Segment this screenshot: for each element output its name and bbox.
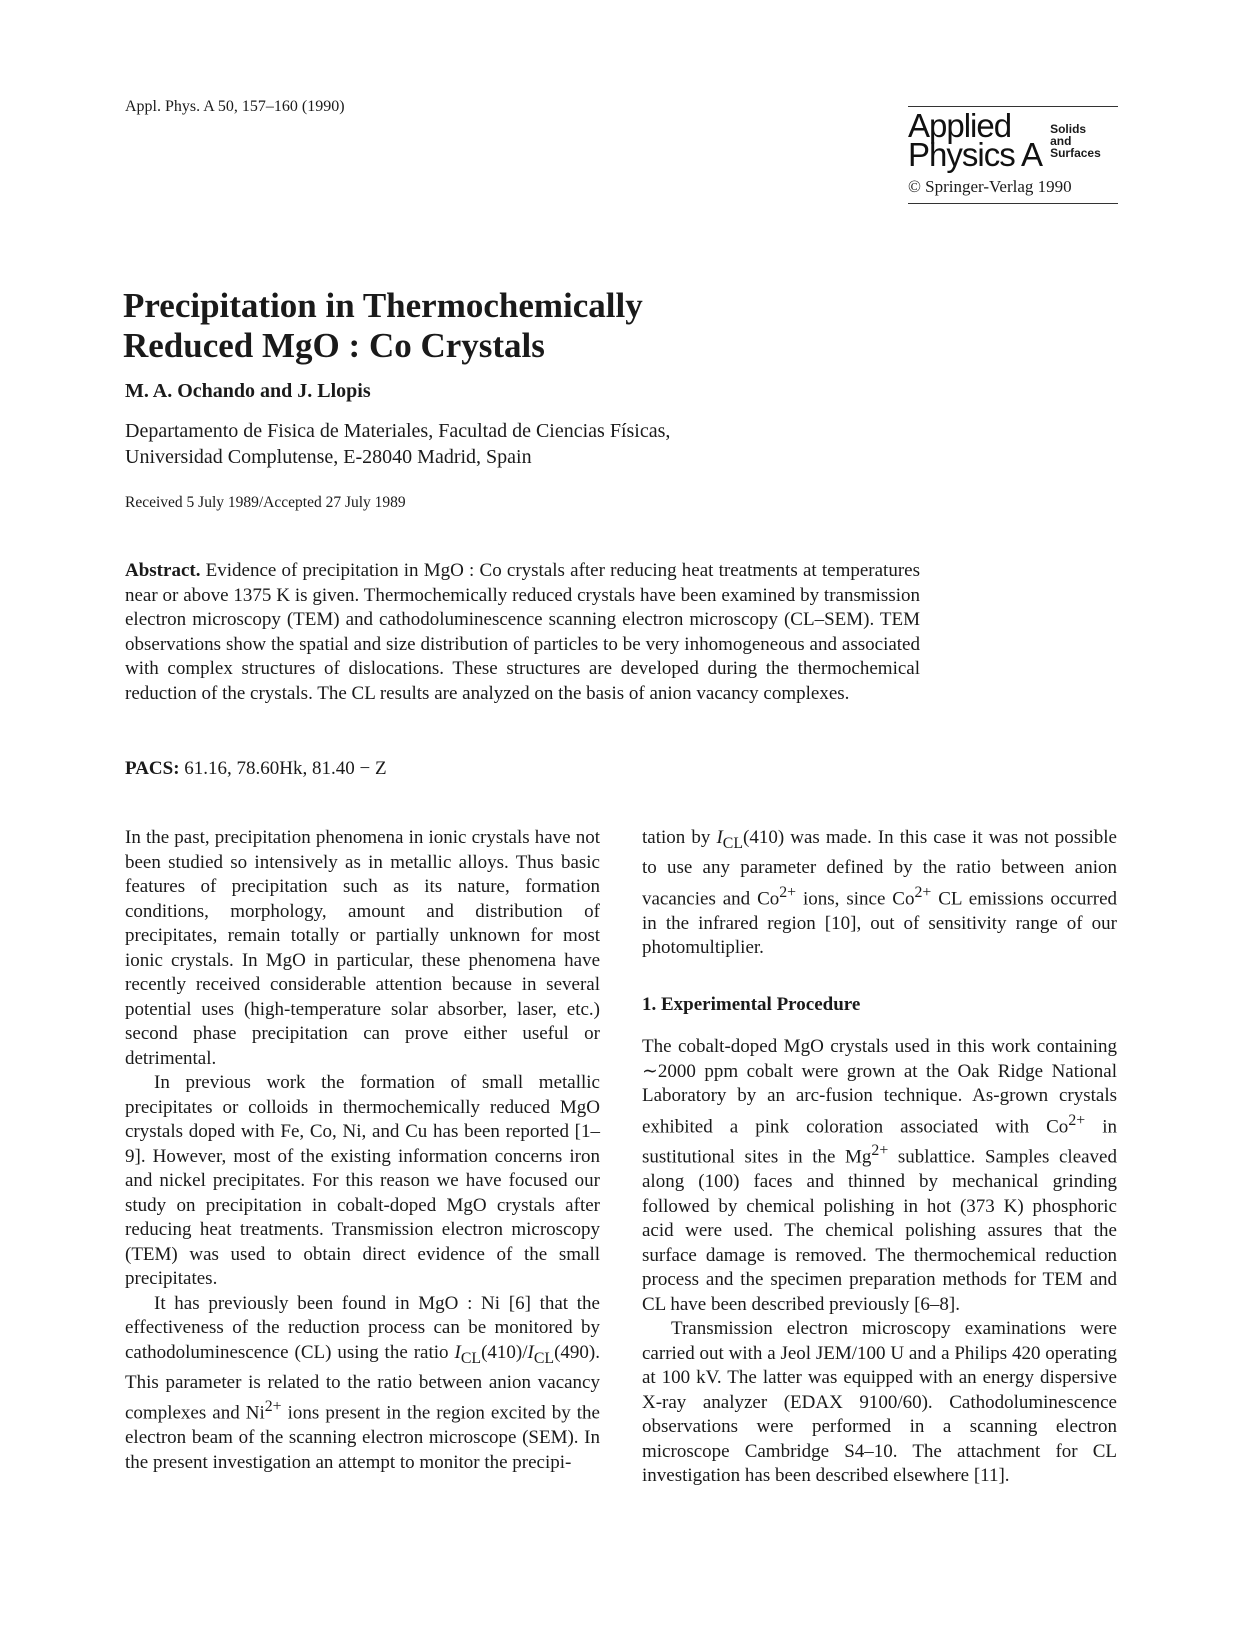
logo-surfaces: Surfaces — [1050, 146, 1101, 160]
pacs-codes: 61.16, 78.60Hk, 81.40 − Z — [184, 758, 387, 779]
superscript: 2+ — [264, 1398, 282, 1416]
text-run: CL emissions occurred in the infrared region [10], out of sensitivity range of our photomultiplier. — [642, 888, 1118, 959]
text-run: The cobalt-doped MgO crystals used in this work containing ∼2000 ppm cobalt were grown at the Oak Ridge National Laboratory by an arc-fusion technique. As-grown crystals exhibited a pink coloration associated with Co — [642, 1036, 1117, 1137]
paragraph — [642, 826, 1117, 961]
text-run: in sustitutional sites in the Mg — [642, 1115, 1117, 1168]
pacs — [125, 758, 387, 780]
logo-physics-a: Physics A — [908, 136, 1043, 173]
abstract — [125, 559, 920, 706]
pacs-label: PACS: — [125, 758, 180, 779]
affiliation-line-2: Universidad Complutense, E-28040 Madrid, Spain — [125, 446, 532, 468]
affiliation-line-1: Departamento de Fisica de Materiales, Facultad de Ciencias Físicas, — [125, 420, 671, 442]
text-run: tation by — [642, 827, 717, 848]
text-run: (410)/ — [481, 1341, 528, 1363]
text-run: (410) was made. In this case it was not possible to use any parameter defined by the ratio between anion vacancies and Co — [642, 827, 1117, 910]
journal-logo-box — [908, 106, 1118, 204]
abstract-text: Evidence of precipitation in MgO : Co crystals after reducing heat treatments at temperatures near or above 1375 K is given. Thermochemically reduced crystals have been examined by transmission electron microscopy (TEM) and cathodoluminescence scanning electron microscopy (CL–SEM). TEM observations show the spatial and size distribution of particles to be very inhomogeneous and associated with complex structures of dislocations. These structures are developed during the thermochemical reduction of the crystals. The CL results are analyzed on the basis of anion vacancy complexes. — [125, 560, 920, 704]
title-line-2: Reduced MgO : Co Crystals — [123, 326, 545, 365]
copyright-notice: © Springer-Verlag 1990 — [908, 177, 1072, 196]
text-run: ions present in the region excited by the electron beam of the scanning electron microscope (SEM). In the present investigation an attempt to monitor the precipi- — [125, 1402, 600, 1473]
text-run: It has previously been found in MgO : Ni [6] that the effectiveness of the reduction process can be monitored by cathodoluminescence (CL) using the ratio — [125, 1292, 600, 1363]
superscript: 2+ — [1068, 1111, 1086, 1129]
superscript: 2+ — [914, 883, 932, 901]
text-run: ions, since Co — [796, 888, 915, 910]
subscript: CL — [460, 1349, 482, 1367]
journal-logo — [908, 107, 1118, 173]
affiliation — [125, 418, 1025, 470]
title-line-1: Precipitation in Thermochemically — [123, 286, 643, 325]
paragraph — [642, 1035, 1117, 1317]
subscript: CL — [533, 1349, 555, 1367]
journal-citation: Appl. Phys. A 50, 157–160 (1990) — [125, 98, 345, 115]
left-column — [125, 826, 600, 1475]
symbol-i: I — [716, 827, 723, 848]
logo-and: and — [1050, 134, 1072, 148]
article-title — [123, 286, 1023, 366]
symbol-i: I — [527, 1341, 534, 1363]
received-dates: Received 5 July 1989/Accepted 27 July 1989 — [125, 494, 406, 511]
subscript: CL — [722, 834, 743, 852]
superscript: 2+ — [779, 883, 797, 901]
paragraph: In the past, precipitation phenomena in ionic crystals have not been studied so intensively as in metallic alloys. Thus basic features of precipitation such as its nature, formation conditions, morphology, amount and distribution of precipitates, remain totally or partially unknown for most ionic crystals. In MgO in particular, these phenomena have recently received considerable attention because in several potential uses (high-temperature solar absorber, laser, etc.) second phase precipitation can prove either useful or detrimental. — [125, 827, 600, 1069]
abstract-label: Abstract. — [125, 560, 201, 581]
authors: M. A. Ochando and J. Llopis — [125, 380, 371, 402]
right-column — [642, 826, 1117, 1489]
text-run: sublattice. Samples cleaved along (100) faces and thinned by mechanical grinding followed by chemical polishing in hot (373 K) phosphoric acid were used. The chemical polishing assures that the surface damage is removed. The thermochemical reduction process and the specimen preparation methods for TEM and CL have been described previously [6–8]. — [642, 1146, 1117, 1315]
paragraph — [125, 1292, 600, 1476]
logo-solids: Solids — [1050, 122, 1087, 136]
paragraph: In previous work the formation of small metallic precipitates or colloids in thermochemically reduced MgO crystals doped with Fe, Co, Ni, and Cu has been reported [1–9]. However, most of the existing information concerns iron and nickel precipitates. For this reason we have focused our study on precipitation in cobalt-doped MgO crystals after reducing heat treatments. Transmission electron microscopy (TEM) was used to obtain direct evidence of the small precipitates. — [125, 1072, 600, 1289]
superscript: 2+ — [871, 1142, 889, 1160]
paragraph: Transmission electron microscopy examinations were carried out with a Jeol JEM/100 U and a Philips 420 operating at 100 kV. The latter was equipped with an energy dispersive X-ray analyzer (EDAX 9100/60). Cathodoluminescence observations were performed in a scanning electron microscope Cambridge S4–10. The attachment for CL investigation has been described elsewhere [11]. — [642, 1318, 1117, 1487]
logo-applied: Applied — [908, 107, 1012, 144]
symbol-i: I — [454, 1341, 461, 1363]
text-run: (490). This parameter is related to the ratio between anion vacancy complexes and Ni — [125, 1341, 600, 1424]
section-heading: 1. Experimental Procedure — [642, 993, 861, 1015]
